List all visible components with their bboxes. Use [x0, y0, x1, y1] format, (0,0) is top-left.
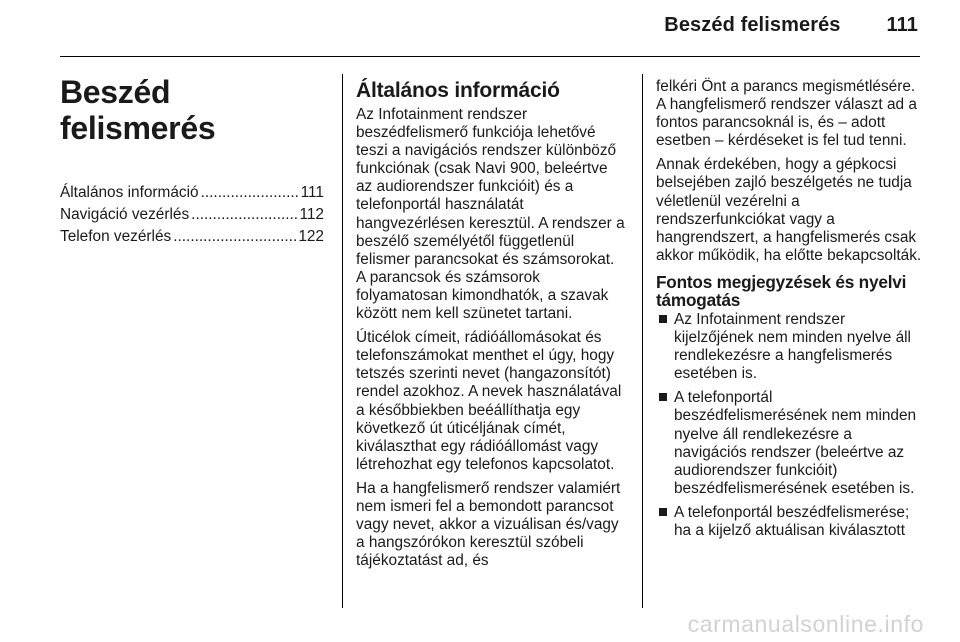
square-bullet-icon	[659, 508, 667, 516]
list-item-text: A telefonportál beszédfelismerése; ha a kijelző aktuálisan kiválasztott	[674, 503, 910, 539]
body-paragraph: Úticélok címeit, rádióállomásokat és telefonszámokat menthet el úgy, hogy tetszés szerinti nevet (hangazonsítót) rendel azokhoz. A nevek használatával a későbbiekben beéállíthatja egy következő út úticéljának címét, kiválaszthat egy rádióállomást vagy létrehozhat egy telefonos kapcsolatot.	[356, 329, 622, 473]
toc-leader-dots	[173, 228, 296, 246]
toc-leader-dots	[201, 184, 299, 202]
column-divider-left	[342, 74, 343, 608]
list-item	[656, 311, 922, 383]
toc-column	[60, 72, 324, 250]
square-bullet-icon	[659, 393, 667, 401]
table-of-contents	[60, 184, 324, 246]
subsection-heading: Fontos megjegyzések és nyelvi támogatás	[656, 271, 907, 310]
page-number: 111	[886, 14, 918, 36]
square-bullet-icon	[659, 315, 667, 323]
body-paragraph: felkéri Önt a parancs megismétlésére. A hangfelismerő rendszer választ ad a fontos parancsoknál is, és – adott esetben – kérdéseket is fel tud tenni.	[656, 78, 917, 150]
body-paragraph: Annak érdekében, hogy a gépkocsi belsejében zajló beszélgetés ne tudja véletlenül vezérelni a rendszerfunkciókat vagy a hangrendszert, a hangfelismerés csak akkor működik, ha előtte bekapcsolták.	[656, 156, 922, 264]
column-divider-right	[642, 74, 643, 608]
toc-item-label: Navigáció vezérlés	[60, 206, 190, 224]
list-item-text: Az Infotainment rendszer kijelzőjének nem minden nyelve áll rendlekezésre a hangfelismerés esetében is.	[674, 310, 911, 383]
list-item	[656, 504, 922, 540]
header-rule	[60, 56, 920, 57]
toc-item-label: Telefon vezérlés	[60, 228, 172, 246]
general-info-column	[356, 80, 626, 576]
watermark: carmanualsonline.info	[687, 611, 924, 637]
notes-column	[656, 78, 922, 546]
toc-item-page: 112	[299, 206, 324, 224]
toc-item[interactable]	[60, 184, 324, 202]
section-heading: Általános információ	[356, 79, 560, 102]
list-item	[656, 389, 922, 498]
chapter-title: Beszéd felismerés	[60, 74, 216, 146]
toc-item[interactable]	[60, 228, 324, 246]
toc-item-label: Általános információ	[60, 184, 199, 201]
page-header	[664, 14, 918, 37]
toc-item[interactable]	[60, 206, 324, 224]
toc-leader-dots	[191, 206, 297, 224]
toc-item-page: 111	[300, 184, 324, 201]
notes-list	[656, 311, 922, 540]
body-paragraph: Ha a hangfelismerő rendszer valamiért nem ismeri fel a bemondott parancsot vagy nevet, akkor a vizuálisan és/vagy a hangszórókon keresztül szóbeli tájékoztatást ad, és	[356, 479, 621, 570]
list-item-text: A telefonportál beszédfelismerésének nem minden nyelve áll rendlekezésre a navigációs rendszer (beleértve az audiorendszer funkcióit) beszédfelismerésének esetében is.	[674, 389, 917, 497]
body-paragraph: Az Infotainment rendszer beszédfelismerő funkciója lehetővé teszi a navigációs rendszer különböző funkciónak (csak Navi 900, beleértve az audiorendszer funkcióit) és a telefonportál használatát hangvezérlésen keresztül. A rendszer a beszélő személyétől függetlenül felismer parancsokat és számsorokat. A parancsok és számsorok folyamatosan kimondhatók, a szavak között nem kell szünetet tartani.	[356, 106, 625, 323]
toc-item-page: 122	[298, 228, 324, 246]
running-title: Beszéd felismerés	[664, 14, 841, 36]
